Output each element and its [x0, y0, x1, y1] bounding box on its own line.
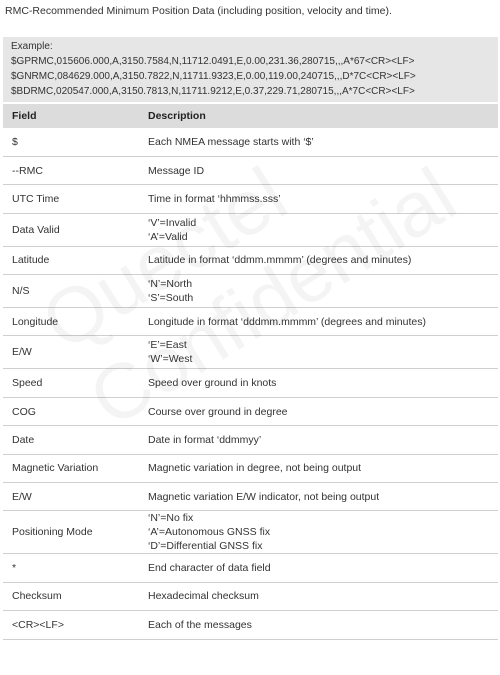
description-cell — [139, 511, 498, 554]
header-field: Field — [3, 104, 139, 128]
description-line: Message ID — [148, 164, 205, 177]
field-cell: Checksum — [3, 582, 139, 610]
field-cell: E/W — [3, 483, 139, 511]
description-line: Each of the messages — [148, 618, 252, 631]
table-row — [3, 611, 498, 639]
example-box — [3, 37, 498, 102]
field-cell: Date — [3, 426, 139, 454]
description-line: Hexadecimal checksum — [148, 590, 259, 603]
example-line: $GPRMC,015606.000,A,3150.7584,N,11712.0491,E,0.00,231.36,280715,,,A*67<CR><LF> — [11, 56, 415, 67]
field-table — [3, 104, 498, 640]
description-line: ‘N’=No fix — [148, 512, 194, 525]
description-cell — [139, 483, 498, 511]
table-body — [3, 128, 498, 639]
description-line: ‘N’=North — [148, 278, 193, 291]
description-line: Magnetic variation in degree, not being output — [148, 462, 362, 475]
table-row — [3, 426, 498, 454]
description-cell — [139, 426, 498, 454]
table-row — [3, 582, 498, 610]
description-line: ‘E’=East — [148, 339, 187, 352]
example-label: Example: — [11, 41, 53, 52]
table-row — [3, 483, 498, 511]
field-cell: N/S — [3, 275, 139, 308]
field-cell: Latitude — [3, 246, 139, 274]
description-line: Magnetic variation E/W indicator, not being output — [148, 490, 380, 503]
field-cell: E/W — [3, 336, 139, 369]
description-cell — [139, 554, 498, 582]
table-header-row — [3, 104, 498, 128]
field-cell: Data Valid — [3, 213, 139, 246]
example-line: $BDRMC,020547.000,A,3150.7813,N,11711.9212,E,0.37,229.71,280715,,,A*7C<CR><LF> — [11, 86, 415, 97]
field-cell: Positioning Mode — [3, 511, 139, 554]
description-cell — [139, 369, 498, 397]
field-cell: --RMC — [3, 156, 139, 184]
example-line: $GNRMC,084629.000,A,3150.7822,N,11711.9323,E,0.00,119.00,240715,,,D*7C<CR><LF> — [11, 71, 416, 82]
description-line: Course over ground in degree — [148, 405, 288, 418]
description-cell — [139, 582, 498, 610]
table-row — [3, 246, 498, 274]
table-row — [3, 213, 498, 246]
field-cell: Longitude — [3, 308, 139, 336]
table-row — [3, 454, 498, 482]
table-row — [3, 156, 498, 184]
description-cell — [139, 336, 498, 369]
description-line: ‘D’=Differential GNSS fix — [148, 540, 263, 553]
description-cell — [139, 185, 498, 213]
description-line: ‘S’=South — [148, 292, 194, 305]
description-cell — [139, 454, 498, 482]
description-cell — [139, 275, 498, 308]
table-row — [3, 554, 498, 582]
description-cell — [139, 611, 498, 639]
table-row — [3, 511, 498, 554]
description-line: Time in format ‘hhmmss.sss’ — [148, 192, 281, 205]
table-row — [3, 275, 498, 308]
description-line: ‘V’=Invalid — [148, 216, 197, 229]
field-cell: Speed — [3, 369, 139, 397]
description-line: Each NMEA message starts with ‘$’ — [148, 135, 314, 148]
description-line: Longitude in format ‘dddmm.mmmm’ (degrees and minutes) — [148, 315, 426, 328]
description-cell — [139, 213, 498, 246]
description-line: Speed over ground in knots — [148, 377, 277, 390]
table-row — [3, 128, 498, 156]
table-row — [3, 185, 498, 213]
field-cell: UTC Time — [3, 185, 139, 213]
description-cell — [139, 246, 498, 274]
description-line: ‘A’=Valid — [148, 230, 188, 243]
field-cell: $ — [3, 128, 139, 156]
description-cell — [139, 397, 498, 425]
table-row — [3, 397, 498, 425]
description-cell — [139, 156, 498, 184]
table-row — [3, 369, 498, 397]
description-line: Latitude in format ‘ddmm.mmmm’ (degrees and minutes) — [148, 254, 412, 267]
section-title: RMC-Recommended Minimum Position Data (including position, velocity and time). — [5, 5, 392, 17]
field-cell: * — [3, 554, 139, 582]
description-line: End character of data field — [148, 562, 271, 575]
description-line: ‘A’=Autonomous GNSS fix — [148, 526, 271, 539]
description-cell — [139, 308, 498, 336]
description-cell — [139, 128, 498, 156]
field-cell: <CR><LF> — [3, 611, 139, 639]
table-row — [3, 336, 498, 369]
field-cell: COG — [3, 397, 139, 425]
header-description: Description — [139, 104, 498, 128]
table-row — [3, 308, 498, 336]
field-cell: Magnetic Variation — [3, 454, 139, 482]
description-line: Date in format ‘ddmmyy’ — [148, 433, 262, 446]
description-line: ‘W’=West — [148, 353, 193, 366]
